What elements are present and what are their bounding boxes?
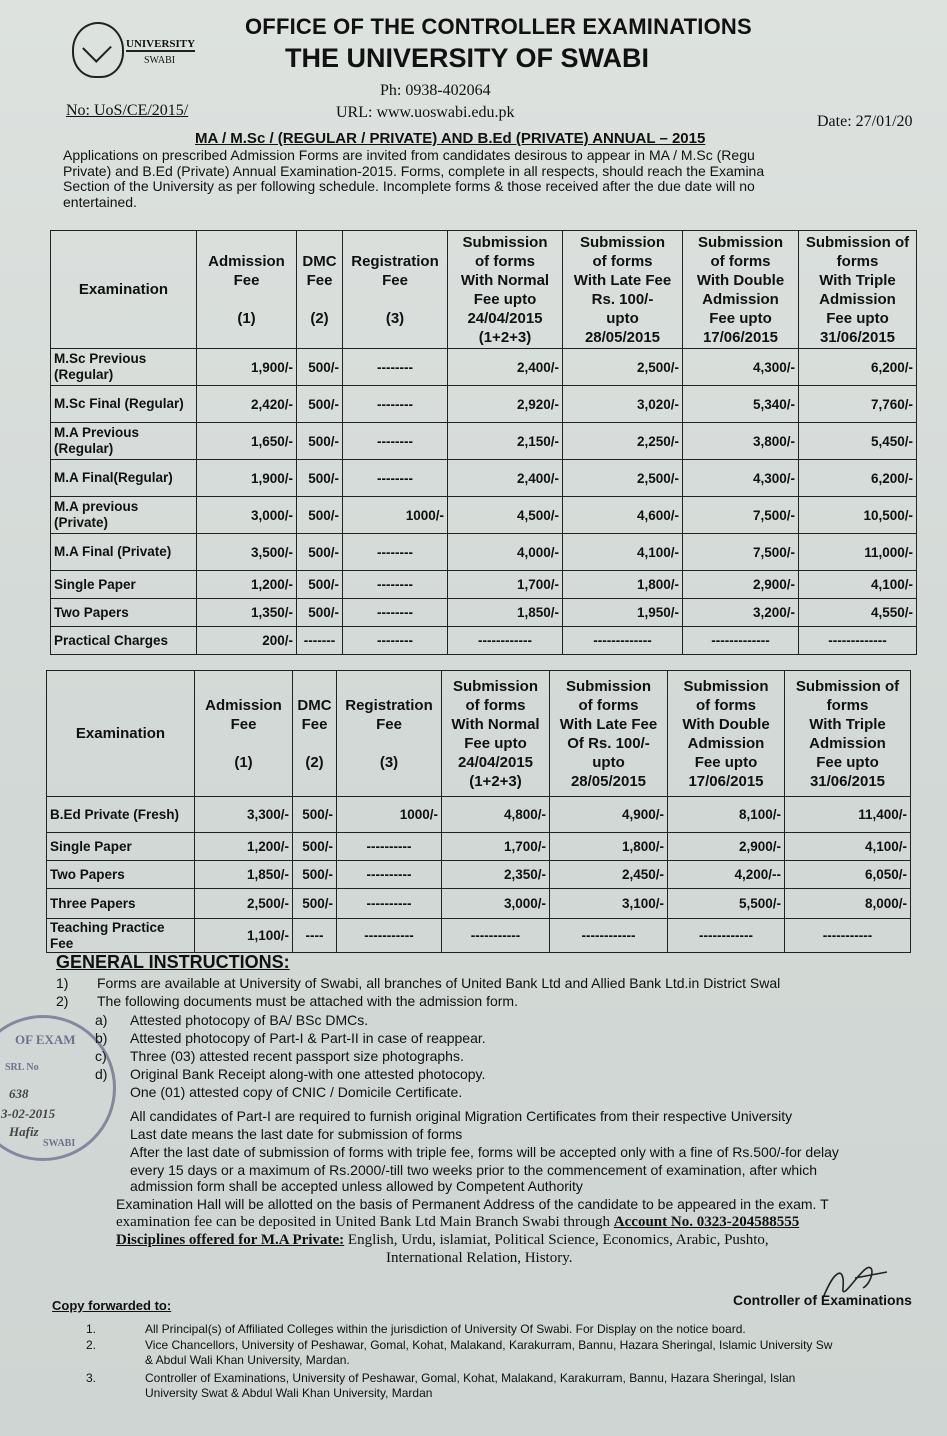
account-number: Account No. 0323-204588555 <box>613 1214 800 1230</box>
instruction-migration: All candidates of Part-I are required to furnish original Migration Certificates from their respective University <box>130 1108 793 1124</box>
instruction-number: 2) <box>56 993 69 1009</box>
stamp-bottom-text: SWABI <box>43 1138 76 1149</box>
ma-msc-fee-table <box>50 230 917 655</box>
column-header: Submission of forms With Late Fee Of Rs. 100/- upto 28/05/2015 <box>550 671 668 797</box>
fee-cell: 4,900/- <box>550 797 668 833</box>
stamp-signature: Hafiz <box>9 1124 39 1139</box>
column-header: Submission of forms With Normal Fee upto 24/04/2015 (1+2+3) <box>442 671 550 797</box>
fee-cell: 2,500/- <box>563 460 683 497</box>
column-header-examination: Examination <box>51 231 197 349</box>
office-title: OFFICE OF THE CONTROLLER EXAMINATIONS <box>245 14 752 39</box>
sub-item-e: One (01) attested copy of CNIC / Domicile Certificate. <box>130 1084 463 1100</box>
fee-cell: 1000/- <box>343 497 448 534</box>
fee-cell: 6,050/- <box>785 861 911 889</box>
examination-cell: Two Papers <box>47 861 195 889</box>
fee-cell: 7,760/- <box>799 386 917 423</box>
fee-cell: 2,900/- <box>683 571 799 599</box>
examination-cell: Single Paper <box>47 833 195 861</box>
stamp-serial-label: SRL No <box>5 1062 39 1073</box>
fee-cell: 3,300/- <box>195 797 293 833</box>
website-url: URL: www.uoswabi.edu.pk <box>336 104 515 121</box>
fee-cell: 3,100/- <box>550 889 668 919</box>
table-row <box>47 797 911 833</box>
fee-cell: 1,850/- <box>195 861 293 889</box>
fee-cell: 5,500/- <box>668 889 785 919</box>
sub-item-a: Attested photocopy of BA/ BSc DMCs. <box>130 1012 369 1028</box>
fee-cell: 2,500/- <box>563 349 683 386</box>
table-row <box>47 833 911 861</box>
examination-cell: Practical Charges <box>51 627 197 655</box>
examination-cell: M.A Final(Regular) <box>51 460 197 497</box>
column-header: Submission of forms With Late Fee Rs. 100/- upto 28/05/2015 <box>563 231 683 349</box>
table-row <box>51 386 917 423</box>
fee-cell: 7,500/- <box>683 534 799 571</box>
fee-cell: 4,000/- <box>448 534 563 571</box>
fee-cell: 4,300/- <box>683 349 799 386</box>
fee-cell: 1,100/- <box>195 919 293 953</box>
fee-cell: 1,800/- <box>550 833 668 861</box>
instruction-last-date: Last date means the last date for submission of forms <box>130 1126 463 1142</box>
fee-cell: 500/- <box>297 349 343 386</box>
instruction-late-fine-3: admission form shall be accepted unless allowed by Competent Authority <box>130 1178 583 1194</box>
copy-recipient-2-cont: & Abdul Wali Khan University, Mardan. <box>145 1353 350 1367</box>
fee-cell: -------- <box>343 460 448 497</box>
table-row <box>51 460 917 497</box>
instruction-late-fine-1: After the last date of submission of forms with triple fee, forms will be accepted only with a fine of Rs.500/-for delay <box>130 1144 839 1160</box>
fee-cell: 3,500/- <box>197 534 297 571</box>
column-header: DMC Fee (2) <box>293 671 337 797</box>
copy-forwarded-heading: Copy forwarded to: <box>52 1298 172 1313</box>
stamp-date: 3-02-2015 <box>1 1106 56 1121</box>
fee-cell: 2,250/- <box>563 423 683 460</box>
fee-cell: 200/- <box>197 627 297 655</box>
examination-cell: M.A Previous (Regular) <box>51 423 197 460</box>
account-text: examination fee can be deposited in United Bank Ltd Main Branch Swabi through <box>116 1214 614 1230</box>
fee-cell: 10,500/- <box>799 497 917 534</box>
examination-cell: M.A Final (Private) <box>51 534 197 571</box>
fee-cell: 4,300/- <box>683 460 799 497</box>
column-header: DMC Fee (2) <box>297 231 343 349</box>
fee-cell: 8,100/- <box>668 797 785 833</box>
fee-cell: -------- <box>343 386 448 423</box>
fee-cell: 1,700/- <box>448 571 563 599</box>
disciplines-label: Disciplines offered for M.A Private: <box>116 1232 345 1248</box>
fee-cell: 4,100/- <box>563 534 683 571</box>
column-header: Submission of forms With Double Admission Fee upto 17/06/2015 <box>668 671 785 797</box>
fee-cell: 6,200/- <box>799 460 917 497</box>
fee-cell: 1,700/- <box>442 833 550 861</box>
fee-cell: 500/- <box>293 861 337 889</box>
controller-of-examinations: Controller of Examinations <box>733 1292 912 1308</box>
column-header: Submission of forms With Double Admission Fee upto 17/06/2015 <box>683 231 799 349</box>
table-row <box>51 349 917 386</box>
fee-cell: -------- <box>343 534 448 571</box>
fee-cell: 500/- <box>297 460 343 497</box>
table-row <box>51 627 917 655</box>
fee-cell: 5,340/- <box>683 386 799 423</box>
column-header: Registration Fee (3) <box>337 671 442 797</box>
fee-cell: ------------- <box>563 627 683 655</box>
fee-cell: 2,350/- <box>442 861 550 889</box>
fee-cell: 6,200/- <box>799 349 917 386</box>
sub-item-letter: a) <box>95 1012 108 1028</box>
fee-cell: ----------- <box>442 919 550 953</box>
fee-cell: -------- <box>343 599 448 627</box>
fee-cell: 500/- <box>297 599 343 627</box>
fee-cell: ------------ <box>448 627 563 655</box>
examination-cell: Three Papers <box>47 889 195 919</box>
column-header: Admission Fee (1) <box>197 231 297 349</box>
fee-cell: ------- <box>297 627 343 655</box>
fee-cell: 1,200/- <box>195 833 293 861</box>
copy-recipient-1: All Principal(s) of Affiliated Colleges within the jurisdiction of University Of Swabi. For Display on the notice board. <box>145 1322 746 1336</box>
fee-cell: ------------ <box>668 919 785 953</box>
logo-text-university: UNIVERSITY <box>126 38 196 50</box>
fee-cell: 4,550/- <box>799 599 917 627</box>
fee-cell: ----------- <box>785 919 911 953</box>
fee-cell: -------- <box>343 571 448 599</box>
column-header: Submission of forms With Normal Fee upto 24/04/2015 (1+2+3) <box>448 231 563 349</box>
fee-cell: 2,400/- <box>448 349 563 386</box>
examination-cell: M.Sc Final (Regular) <box>51 386 197 423</box>
fee-cell: ------------- <box>799 627 917 655</box>
fee-cell: ------------- <box>683 627 799 655</box>
column-header: Submission of forms With Triple Admission Fee upto 31/06/2015 <box>785 671 911 797</box>
sub-item-letter: c) <box>95 1048 107 1064</box>
notice-intro: Applications on prescribed Admission Forms are invited from candidates desirous to appear in MA / M.Sc (Regu Private) and B.Ed (Private) Annual Examination-2015. Forms, complete in all respects, should reach the Examina Section of the University as per following schedule. Incomplete forms & those received after the due date will no entertained. <box>63 147 765 210</box>
examination-cell: Teaching Practice Fee <box>47 919 195 953</box>
fee-cell: 500/- <box>297 534 343 571</box>
fee-cell: 1,900/- <box>197 460 297 497</box>
table-row <box>47 861 911 889</box>
examination-cell: Single Paper <box>51 571 197 599</box>
account-line <box>116 1214 799 1231</box>
fee-cell: 3,200/- <box>683 599 799 627</box>
fee-cell: 2,400/- <box>448 460 563 497</box>
fee-cell: 4,200/-- <box>668 861 785 889</box>
column-header: Admission Fee (1) <box>195 671 293 797</box>
sub-item-c: Three (03) attested recent passport size photographs. <box>130 1048 464 1064</box>
fee-cell: 1,650/- <box>197 423 297 460</box>
fee-cell: 1,350/- <box>197 599 297 627</box>
disciplines-list: English, Urdu, islamiat, Political Science, Economics, Arabic, Pushto, <box>347 1232 769 1248</box>
examination-cell: Two Papers <box>51 599 197 627</box>
fee-cell: 2,920/- <box>448 386 563 423</box>
fee-cell: 500/- <box>297 497 343 534</box>
examination-cell: M.A previous (Private) <box>51 497 197 534</box>
fee-cell: -------- <box>343 627 448 655</box>
table-row <box>51 571 917 599</box>
fee-cell: 2,500/- <box>195 889 293 919</box>
fee-cell: -------- <box>343 349 448 386</box>
instruction-late-fine-2: every 15 days or a maximum of Rs.2000/-till two weeks prior to the commencement of examination, after which <box>130 1162 818 1178</box>
university-title: THE UNIVERSITY OF SWABI <box>285 43 650 73</box>
copy-number: 2. <box>86 1338 97 1352</box>
fee-cell: 3,020/- <box>563 386 683 423</box>
fee-cell: 500/- <box>293 889 337 919</box>
fee-cell: 1,200/- <box>197 571 297 599</box>
fee-cell: -------- <box>343 423 448 460</box>
column-header: Submission of forms With Triple Admission Fee upto 31/06/2015 <box>799 231 917 349</box>
fee-cell: 4,800/- <box>442 797 550 833</box>
notice-date: Date: 27/01/20 <box>817 113 913 130</box>
stamp-serial-number: 638 <box>9 1086 29 1101</box>
copy-number: 1. <box>86 1322 97 1336</box>
fee-cell: 1,850/- <box>448 599 563 627</box>
sub-item-b: Attested photocopy of Part-I & Part-II in case of reappear. <box>130 1030 486 1046</box>
fee-cell: ----------- <box>337 919 442 953</box>
sub-item-d: Original Bank Receipt along-with one attested photocopy. <box>130 1066 486 1082</box>
general-instructions-heading: GENERAL INSTRUCTIONS: <box>56 952 290 972</box>
fee-cell: 2,450/- <box>550 861 668 889</box>
table-row <box>51 497 917 534</box>
table-row <box>47 889 911 919</box>
table-row <box>47 919 911 953</box>
copy-recipient-2: Vice Chancellors, University of Peshawar, Gomal, Kohat, Malakand, Karakurram, Bannu, Hazara Sheringal, Islamic University Sw <box>145 1338 833 1352</box>
fee-cell: ---------- <box>337 861 442 889</box>
fee-cell: 3,000/- <box>197 497 297 534</box>
column-header-examination: Examination <box>47 671 195 797</box>
examination-cell: B.Ed Private (Fresh) <box>47 797 195 833</box>
fee-cell: 500/- <box>293 833 337 861</box>
disciplines-list-2: International Relation, History. <box>386 1250 573 1266</box>
fee-cell: 2,420/- <box>197 386 297 423</box>
fee-cell: 1,800/- <box>563 571 683 599</box>
instruction-exam-hall: Examination Hall will be allotted on the basis of Permanent Address of the candidate to be appeared in the exam. T <box>116 1196 829 1212</box>
fee-cell: 4,100/- <box>785 833 911 861</box>
disciplines-line <box>116 1232 769 1249</box>
table-row <box>51 423 917 460</box>
copy-number: 3. <box>86 1371 97 1385</box>
fee-cell: 500/- <box>297 386 343 423</box>
fee-cell: 4,500/- <box>448 497 563 534</box>
fee-cell: 11,000/- <box>799 534 917 571</box>
fee-cell: 8,000/- <box>785 889 911 919</box>
phone: Ph: 0938-402064 <box>380 82 491 99</box>
table-row <box>51 534 917 571</box>
fee-cell: 500/- <box>297 423 343 460</box>
fee-cell: 2,150/- <box>448 423 563 460</box>
stamp-top-text: OF EXAM <box>15 1032 76 1047</box>
table-header-row <box>51 231 917 349</box>
examination-cell: M.Sc Previous (Regular) <box>51 349 197 386</box>
sub-item-letter: b) <box>95 1030 108 1046</box>
fee-cell: 1,950/- <box>563 599 683 627</box>
sub-item-letter: d) <box>95 1066 108 1082</box>
copy-recipient-3-cont: University Swat & Abdul Wali Khan University, Mardan <box>145 1386 433 1400</box>
instruction-number: 1) <box>56 975 69 991</box>
table-header-row <box>47 671 911 797</box>
column-header: Registration Fee (3) <box>343 231 448 349</box>
fee-cell: 2,900/- <box>668 833 785 861</box>
logo-text-swabi: SWABI <box>144 55 176 66</box>
notice-title: MA / M.Sc / (REGULAR / PRIVATE) AND B.Ed (PRIVATE) ANNUAL – 2015 <box>195 130 706 147</box>
fee-cell: 500/- <box>297 571 343 599</box>
instruction-2: The following documents must be attached with the admission form. <box>97 993 518 1009</box>
table-row <box>51 599 917 627</box>
fee-cell: 500/- <box>293 797 337 833</box>
fee-cell: 1,900/- <box>197 349 297 386</box>
fee-cell: 3,000/- <box>442 889 550 919</box>
university-logo <box>70 18 210 80</box>
fee-cell: ---------- <box>337 833 442 861</box>
fee-cell: 11,400/- <box>785 797 911 833</box>
fee-cell: 4,600/- <box>563 497 683 534</box>
university-emblem-icon <box>72 22 124 78</box>
fee-cell: ---------- <box>337 889 442 919</box>
copy-recipient-3: Controller of Examinations, University of Peshawar, Gomal, Kohat, Malakand, Karakurram, Bannu, Hazara Sheringal, Islan <box>145 1371 796 1385</box>
fee-cell: 5,450/- <box>799 423 917 460</box>
reference-number: No: UoS/CE/2015/ <box>66 102 189 119</box>
fee-cell: 3,800/- <box>683 423 799 460</box>
fee-cell: ---- <box>293 919 337 953</box>
fee-cell: 4,100/- <box>799 571 917 599</box>
fee-cell: 1000/- <box>337 797 442 833</box>
fee-cell: 7,500/- <box>683 497 799 534</box>
fee-cell: ------------ <box>550 919 668 953</box>
bed-fee-table <box>46 670 911 953</box>
instruction-1: Forms are available at University of Swabi, all branches of United Bank Ltd and Allied Bank Ltd.in District Swal <box>97 975 781 991</box>
